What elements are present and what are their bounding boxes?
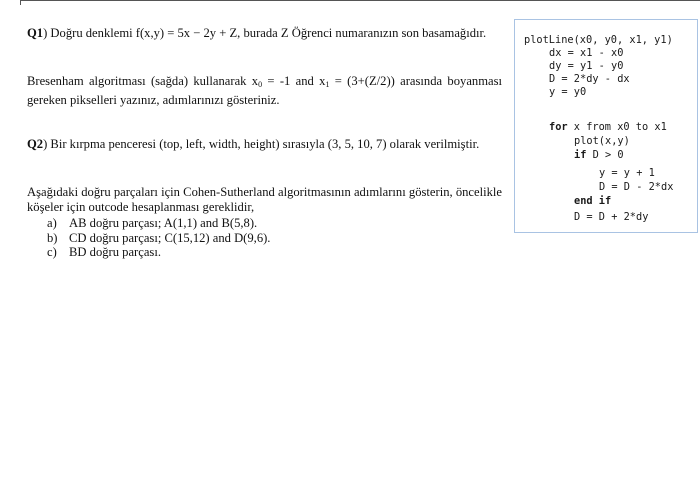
code-line: end if <box>574 195 612 207</box>
q2-para2: Aşağıdaki doğru parçaları için Cohen-Sutherland algoritmasının adımlarını gösterin, öncelikle köşeler için outcode hesaplanması gereklidir, <box>27 185 502 214</box>
code-line <box>574 149 624 161</box>
code-line <box>549 121 667 133</box>
code-line: plotLine(x0, y0, x1, y1) <box>524 34 673 46</box>
list-item <box>27 245 502 260</box>
code-line: D = D - 2*dx <box>599 181 674 193</box>
question-1-paragraph-2 <box>27 74 502 107</box>
q1-para2-mid: = -1 and x <box>262 74 326 88</box>
list-item <box>27 231 502 246</box>
code-line: D = D + 2*dy <box>574 211 649 223</box>
question-1-label: Q1 <box>27 26 44 40</box>
keyword-if: if <box>574 149 587 161</box>
list-item-text: AB doğru parçası; A(1,1) and B(5,8). <box>69 216 258 230</box>
keyword-for: for <box>549 121 568 133</box>
code-line: plot(x,y) <box>574 135 630 147</box>
code-line: y = y0 <box>549 86 587 98</box>
code-line: dx = x1 - x0 <box>549 47 624 59</box>
question-2-text: ) Bir kırpma penceresi (top, left, width, height) sırasıyla (3, 5, 10, 7) olarak verilmiştir. <box>43 137 480 151</box>
code-line: y = y + 1 <box>599 167 655 179</box>
list-item-text: BD doğru parçası. <box>69 245 161 259</box>
page-left-border <box>20 0 21 5</box>
question-2-label: Q2 <box>27 137 44 151</box>
x1-subscript: 1 <box>325 80 330 89</box>
pseudocode-box <box>514 19 698 233</box>
question-1 <box>27 26 502 41</box>
question-1-text: ) Doğru denklemi f(x,y) = 5x − 2y + Z, burada Z Öğrenci numaranızın son basamağıdır. <box>43 26 487 40</box>
page-top-border <box>20 0 700 1</box>
q1-para2-pre: Bresenham algoritması (sağda) kullanarak x <box>27 74 259 88</box>
question-2 <box>27 137 502 152</box>
list-item-letter: b) <box>47 230 58 245</box>
if-condition: D > 0 <box>586 149 624 161</box>
q1-para2-post: = (3+(Z/2)) arasında boyanması gereken pikselleri yazınız, adımlarınızı gösteriniz. <box>27 74 502 107</box>
list-item-text: CD doğru parçası; C(15,12) and D(9,6). <box>69 230 271 245</box>
question-2-paragraph-2 <box>27 185 502 214</box>
list-item-letter: a) <box>47 216 57 230</box>
code-line: dy = y1 - y0 <box>549 60 624 72</box>
question-2-list <box>27 216 502 260</box>
x0-subscript: 0 <box>258 80 263 89</box>
code-line: D = 2*dy - dx <box>549 73 630 85</box>
for-clause: x from x0 to x1 <box>567 121 667 133</box>
list-item <box>27 216 502 231</box>
list-item-letter: c) <box>47 245 57 259</box>
